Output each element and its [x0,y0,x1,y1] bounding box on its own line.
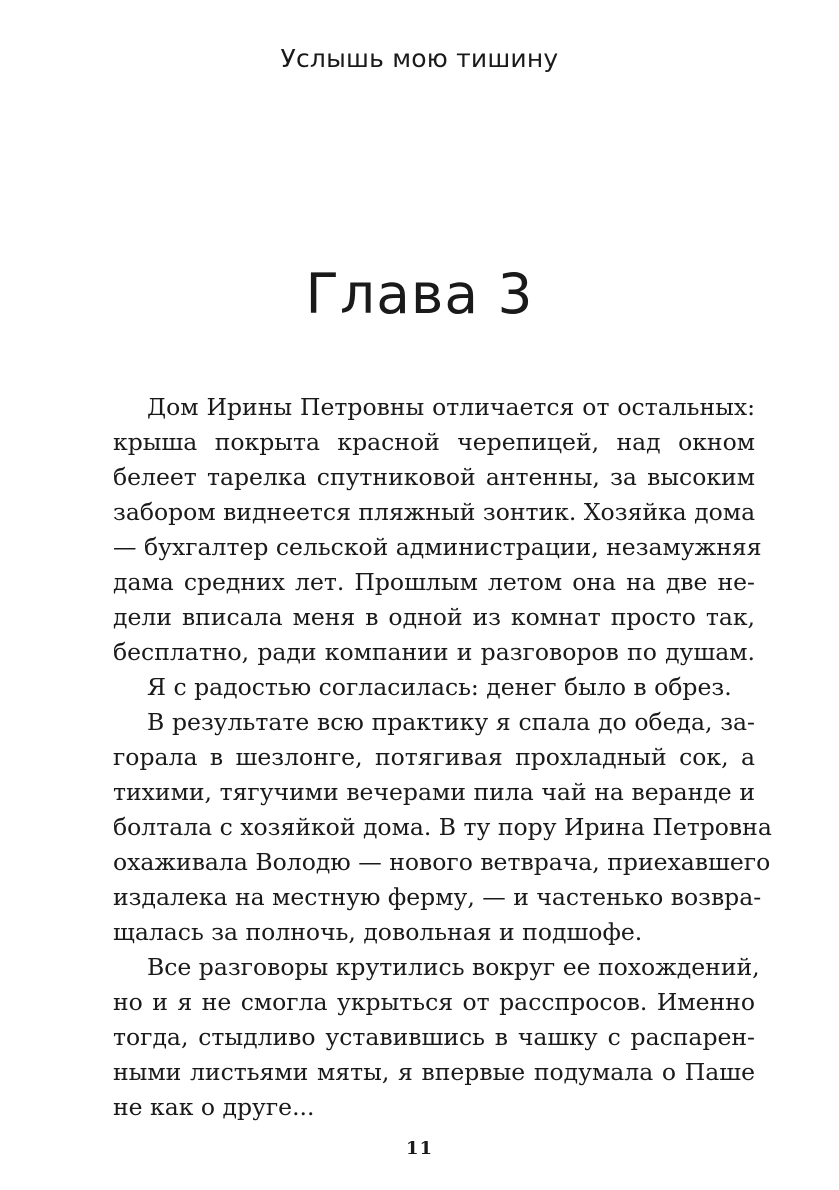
text-line: тогда, стыдливо уставившись в чашку с распарен- [113,1023,755,1051]
text-line: Все разговоры крутились вокруг ее похождений, [147,953,760,981]
text-line: — бухгалтер сельской администрации, незамужняя [113,533,762,561]
text-line: издалека на местную ферму, — и частенько возвра- [113,883,762,911]
text-line: ными листьями мяты, я впервые подумала о Паше [113,1058,755,1086]
text-line: дели вписала меня в одной из комнат просто так, [113,603,755,631]
text-line: охаживала Володю — нового ветврача, приехавшего [113,848,771,876]
paragraph-3 [113,705,772,950]
text-line: не как о друге... [113,1093,315,1121]
body-text [113,390,772,1125]
text-line: крыша покрыта красной черепицей, над окном [113,428,755,456]
text-line: тихими, тягучими вечерами пила чай на веранде и [113,778,755,806]
text-line: бесплатно, ради компании и разговоров по душам. [113,638,755,666]
text-line: Дом Ирины Петровны отличается от остальных: [147,393,755,421]
chapter-title: Глава 3 [305,262,534,326]
text-line: болтала с хозяйкой дома. В ту пору Ирина Петровна [113,813,772,841]
paragraph-2 [113,670,755,705]
text-line: Я с радостью согласилась: денег было в обрез. [147,673,732,701]
paragraph-1 [113,390,762,670]
text-line: белеет тарелка спутниковой антенны, за высоким [113,463,755,491]
text-line: забором виднеется пляжный зонтик. Хозяйка дома [113,498,756,526]
text-line: дама средних лет. Прошлым летом она на две не- [113,568,755,596]
text-line: В результате всю практику я спала до обеда, за- [147,708,755,736]
running-header-title: Услышь мою тишину [280,44,559,73]
text-line: но и я не смогла укрыться от расспросов. Именно [113,988,755,1016]
text-line: горала в шезлонге, потягивая прохладный сок, а [113,743,755,771]
page-number: 11 [405,1138,434,1159]
paragraph-4 [113,950,760,1125]
text-line: щалась за полночь, довольная и подшофе. [113,918,643,946]
